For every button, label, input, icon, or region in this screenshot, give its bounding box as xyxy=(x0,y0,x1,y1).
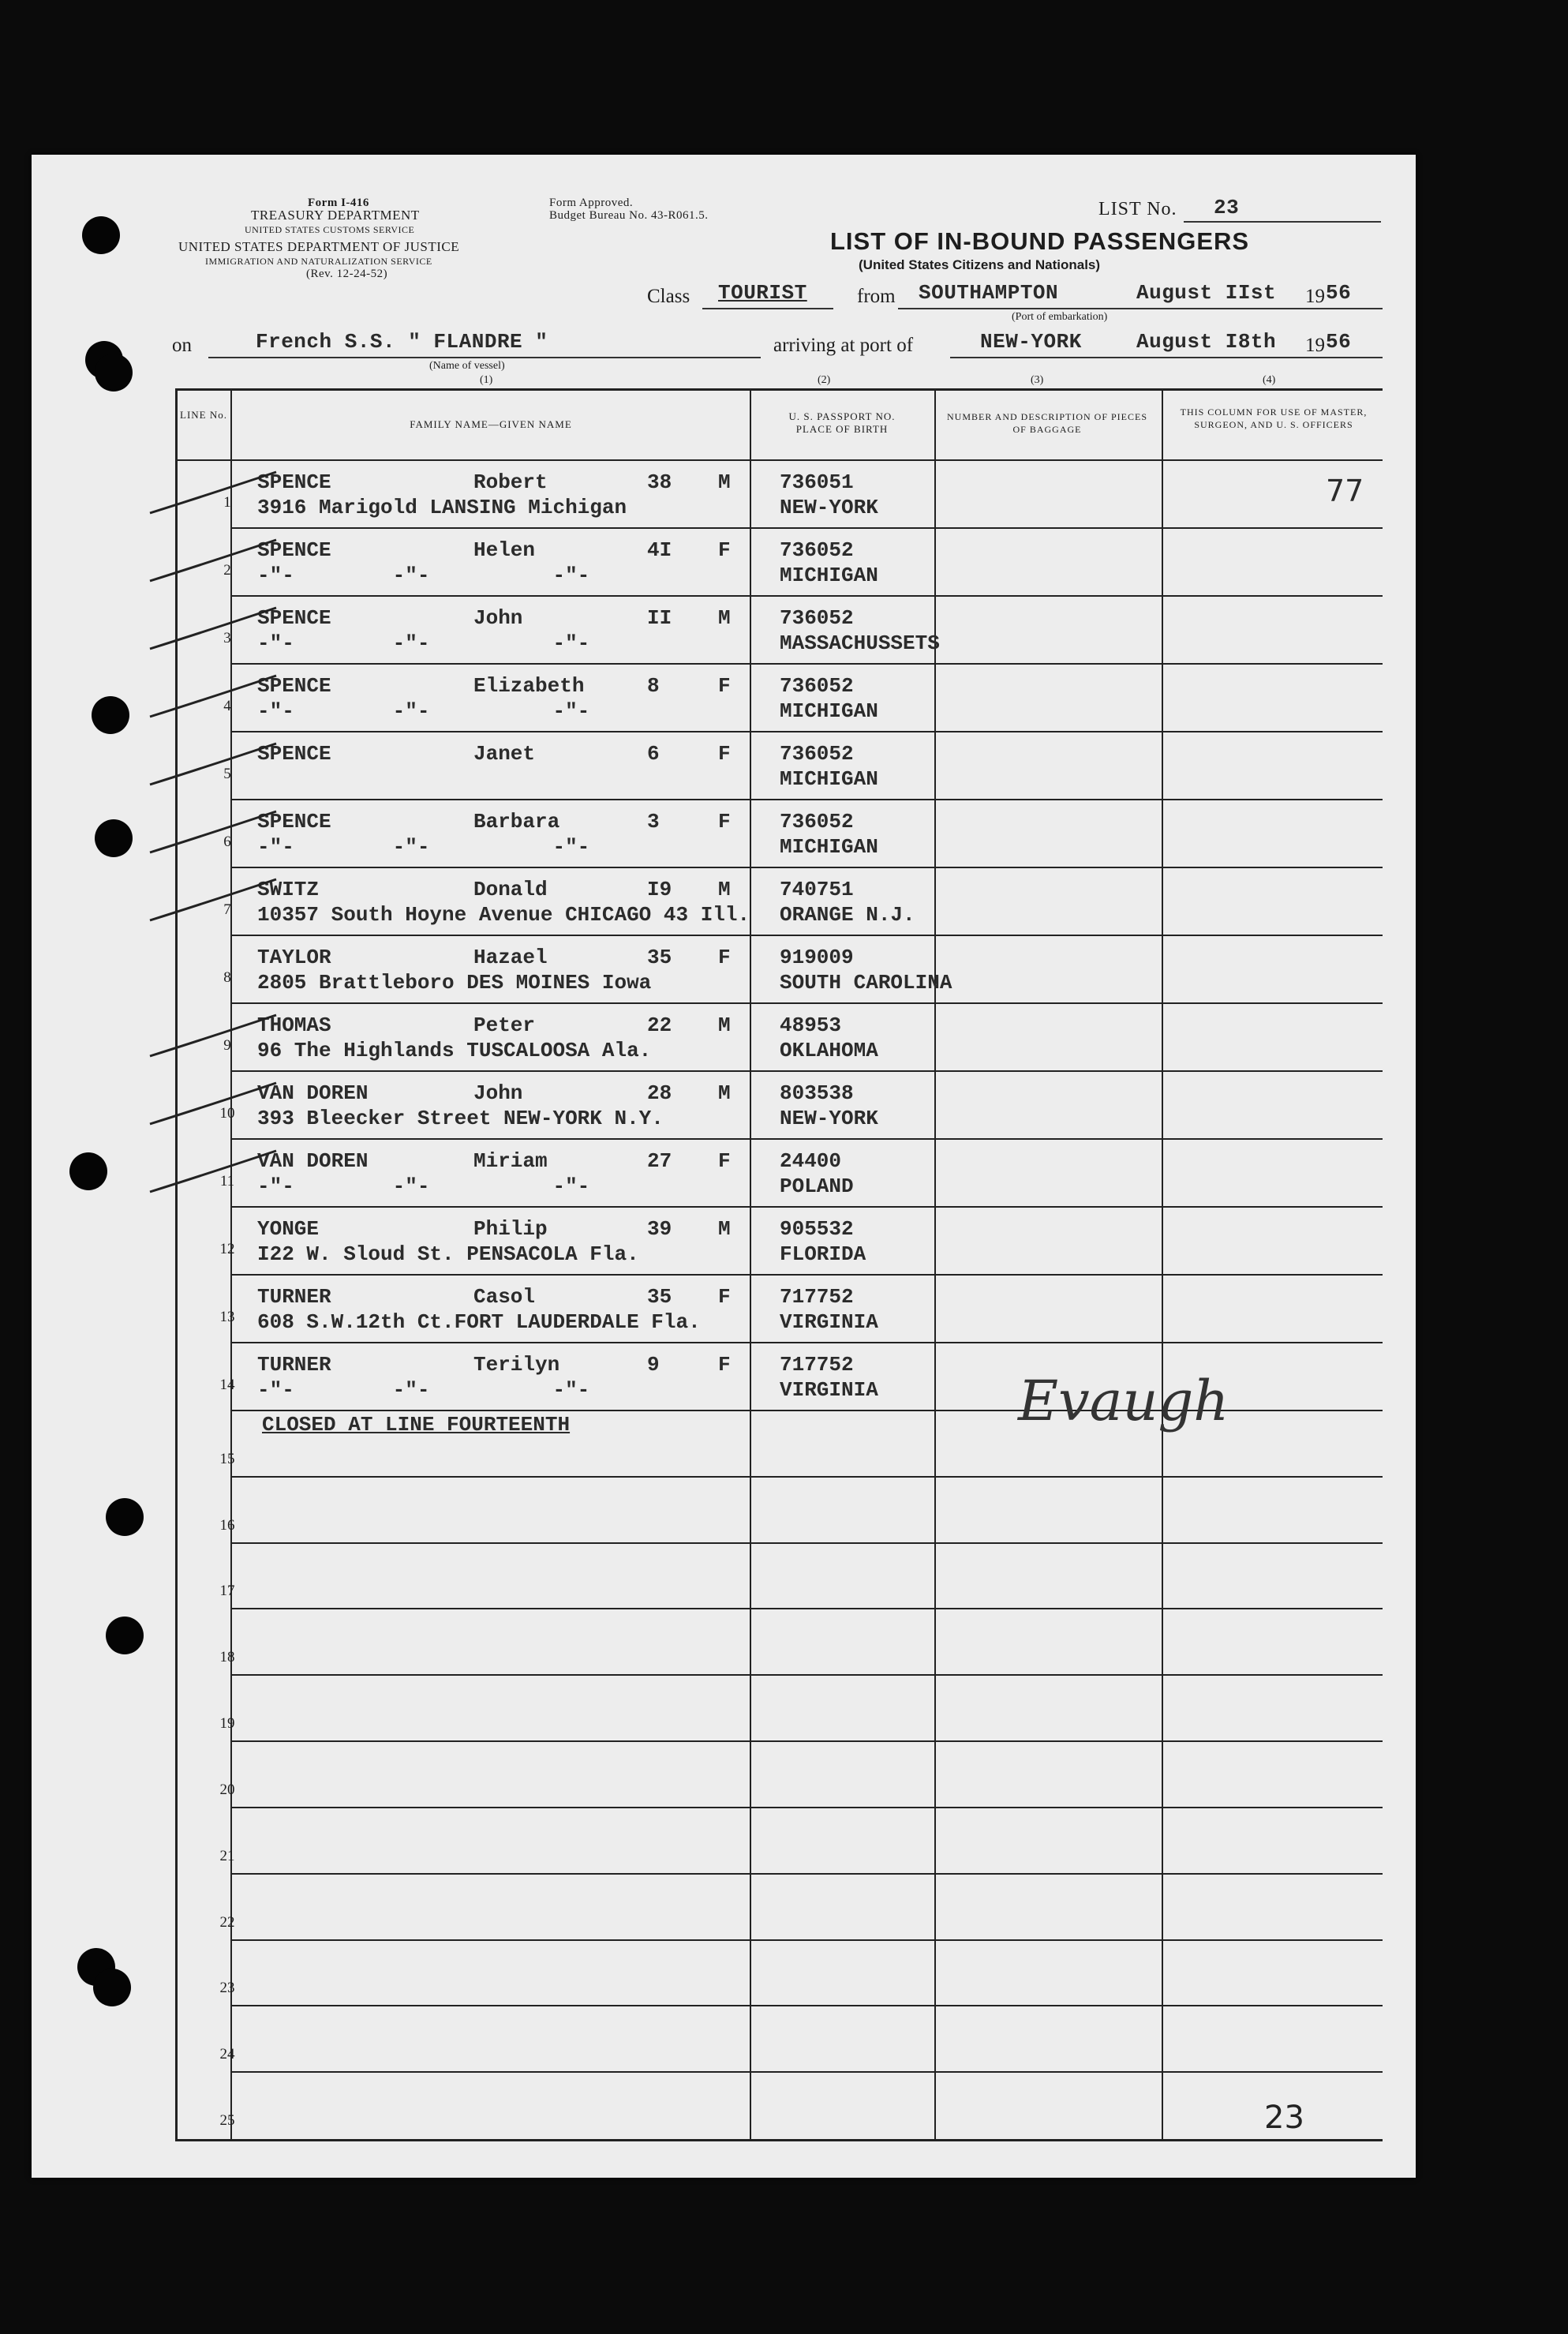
sex: M xyxy=(718,1081,731,1105)
table-row xyxy=(32,665,1416,732)
empty-row xyxy=(32,1676,1416,1742)
age: II xyxy=(647,606,672,630)
arriving-label: arriving at port of xyxy=(773,335,914,356)
address-line: 393 Bleecker Street NEW-YORK N.Y. xyxy=(257,1107,664,1130)
table-row xyxy=(32,732,1416,800)
line-number: 9 xyxy=(223,1037,231,1054)
family-name: SPENCE xyxy=(257,538,331,562)
age: 38 xyxy=(647,470,672,494)
line-number: 18 xyxy=(219,1649,235,1666)
from-date: August IIst xyxy=(1136,281,1277,305)
place-of-birth: NEW-YORK xyxy=(780,1107,878,1130)
from-year: 56 xyxy=(1326,281,1352,305)
sex: M xyxy=(718,606,731,630)
table-top-border xyxy=(175,388,1383,391)
passport-number: 736052 xyxy=(780,742,854,766)
place-of-birth: MICHIGAN xyxy=(780,564,878,587)
arrival-year: 56 xyxy=(1326,330,1352,354)
age: 6 xyxy=(647,742,660,766)
family-name: TURNER xyxy=(257,1285,331,1309)
address-line: -"- -"- -"- xyxy=(257,631,590,655)
line-number: 3 xyxy=(223,630,231,646)
sex: M xyxy=(718,1013,731,1037)
age: 39 xyxy=(647,1217,672,1241)
given-name: Robert xyxy=(473,470,548,494)
given-name: Elizabeth xyxy=(473,674,585,698)
place-of-birth: OKLAHOMA xyxy=(780,1039,878,1062)
address-line: -"- -"- -"- xyxy=(257,835,590,859)
family-name: VAN DOREN xyxy=(257,1149,369,1173)
sex: F xyxy=(718,810,731,834)
punch-hole xyxy=(82,216,120,254)
class-underline xyxy=(702,308,833,309)
age: 27 xyxy=(647,1149,672,1173)
given-name: Casol xyxy=(473,1285,536,1309)
address-line: 3916 Marigold LANSING Michigan xyxy=(257,496,627,519)
sex: F xyxy=(718,1149,731,1173)
empty-row xyxy=(32,1941,1416,2007)
arrival-underline xyxy=(950,357,1383,358)
embark-caption: (Port of embarkation) xyxy=(1012,311,1108,323)
line-number: 12 xyxy=(219,1241,235,1257)
line-number: 11 xyxy=(219,1173,235,1189)
address-line: -"- -"- -"- xyxy=(257,564,590,587)
age: I9 xyxy=(647,878,672,901)
empty-row xyxy=(32,1875,1416,1941)
header-officers: THIS COLUMN FOR USE OF MASTER, SURGEON, AND U. S. OFFICERS xyxy=(1180,406,1368,430)
place-of-birth: MASSACHUSSETS xyxy=(780,631,940,655)
closed-note: CLOSED AT LINE FOURTEENTH xyxy=(262,1413,571,1437)
family-name: TAYLOR xyxy=(257,946,331,969)
line-number: 8 xyxy=(223,969,231,986)
line-number: 15 xyxy=(219,1450,235,1467)
given-name: John xyxy=(473,606,523,630)
line-number: 13 xyxy=(219,1309,235,1325)
table-row xyxy=(32,1140,1416,1208)
from-port: SOUTHAMPTON xyxy=(919,281,1059,305)
arrival-year-prefix: 19 xyxy=(1305,335,1325,356)
manifest-sheet xyxy=(32,155,1416,2178)
passport-number: 736052 xyxy=(780,606,854,630)
family-name: YONGE xyxy=(257,1217,320,1241)
table-row xyxy=(32,1276,1416,1343)
page-title: LIST OF IN-BOUND PASSENGERS xyxy=(830,227,1250,255)
place-of-birth: VIRGINIA xyxy=(780,1310,878,1334)
place-of-birth: ORANGE N.J. xyxy=(780,903,915,927)
officer-signature: Evaugh xyxy=(1018,1369,1229,1433)
family-name: SPENCE xyxy=(257,810,331,834)
given-name: Terilyn xyxy=(473,1353,560,1377)
line-number: 10 xyxy=(219,1105,235,1122)
caption-2: (2) xyxy=(818,374,831,386)
empty-row xyxy=(32,1742,1416,1808)
address-line: 96 The Highlands TUSCALOOSA Ala. xyxy=(257,1039,652,1062)
passport-number: 736051 xyxy=(780,470,854,494)
place-of-birth: POLAND xyxy=(780,1174,854,1198)
given-name: Janet xyxy=(473,742,536,766)
age: 4I xyxy=(647,538,672,562)
passport-number: 48953 xyxy=(780,1013,842,1037)
family-name: SWITZ xyxy=(257,878,320,901)
passport-number: 803538 xyxy=(780,1081,854,1105)
given-name: Peter xyxy=(473,1013,536,1037)
customs-service: UNITED STATES CUSTOMS SERVICE xyxy=(245,224,415,235)
passport-number: 736052 xyxy=(780,538,854,562)
table-row xyxy=(32,1072,1416,1140)
line-number: 16 xyxy=(219,1516,235,1534)
given-name: Donald xyxy=(473,878,548,901)
place-of-birth: MICHIGAN xyxy=(780,699,878,723)
sex: F xyxy=(718,742,731,766)
passport-number: 24400 xyxy=(780,1149,842,1173)
family-name: TURNER xyxy=(257,1353,331,1377)
list-no-label: LIST No. xyxy=(1098,199,1177,219)
age: 35 xyxy=(647,1285,672,1309)
vessel-caption: (Name of vessel) xyxy=(429,360,505,372)
address-line: -"- -"- -"- xyxy=(257,1378,590,1402)
line-number: 20 xyxy=(219,1781,235,1798)
empty-row xyxy=(32,1544,1416,1610)
passport-number: 717752 xyxy=(780,1285,854,1309)
given-name: John xyxy=(473,1081,523,1105)
passport-number: 717752 xyxy=(780,1353,854,1377)
line-number: 14 xyxy=(219,1377,235,1393)
given-name: Helen xyxy=(473,538,536,562)
address-line: I22 W. Sloud St. PENSACOLA Fla. xyxy=(257,1242,639,1266)
given-name: Philip xyxy=(473,1217,548,1241)
place-of-birth: VIRGINIA xyxy=(780,1378,878,1402)
passport-number: 740751 xyxy=(780,878,854,901)
from-underline xyxy=(898,308,1383,309)
place-of-birth: NEW-YORK xyxy=(780,496,878,519)
sex: M xyxy=(718,470,731,494)
passport-number: 919009 xyxy=(780,946,854,969)
sex: F xyxy=(718,1285,731,1309)
table-row xyxy=(32,597,1416,665)
list-no-value: 23 xyxy=(1214,196,1240,219)
address-line: -"- -"- -"- xyxy=(257,1174,590,1198)
given-name: Miriam xyxy=(473,1149,548,1173)
empty-row xyxy=(32,1808,1416,1875)
address-line: 608 S.W.12th Ct.FORT LAUDERDALE Fla. xyxy=(257,1310,701,1334)
family-name: SPENCE xyxy=(257,674,331,698)
family-name: SPENCE xyxy=(257,470,331,494)
address-line: 10357 South Hoyne Avenue CHICAGO 43 Ill. xyxy=(257,903,750,927)
vessel-underline xyxy=(208,357,761,358)
line-number: 6 xyxy=(223,834,231,850)
table-row xyxy=(32,936,1416,1004)
header-baggage: NUMBER AND DESCRIPTION OF PIECES OF BAGGAGE xyxy=(946,411,1148,435)
place-of-birth: SOUTH CAROLINA xyxy=(780,971,952,995)
page-subtitle: (United States Citizens and Nationals) xyxy=(859,257,1101,272)
line-number: 4 xyxy=(223,698,231,714)
revision: (Rev. 12-24-52) xyxy=(306,268,388,280)
table-row xyxy=(32,1004,1416,1072)
passport-number: 736052 xyxy=(780,674,854,698)
empty-row xyxy=(32,2006,1416,2073)
table-row xyxy=(32,1208,1416,1276)
line-number: 1 xyxy=(223,494,231,511)
address-line: 2805 Brattleboro DES MOINES Iowa xyxy=(257,971,652,995)
table-row xyxy=(32,868,1416,936)
caption-3: (3) xyxy=(1031,374,1044,386)
age: 3 xyxy=(647,810,660,834)
officer-note: 77 xyxy=(1326,474,1364,508)
punch-hole xyxy=(95,354,133,391)
passport-number: 736052 xyxy=(780,810,854,834)
family-name: VAN DOREN xyxy=(257,1081,369,1105)
arrival-date: August I8th xyxy=(1136,330,1277,354)
line-number: 21 xyxy=(219,1847,235,1864)
arrival-port: NEW-YORK xyxy=(980,330,1082,354)
table-row xyxy=(32,461,1416,529)
line-number: 19 xyxy=(219,1715,235,1733)
sex: M xyxy=(718,1217,731,1241)
line-number: 23 xyxy=(219,1980,235,1997)
age: 35 xyxy=(647,946,672,969)
caption-1: (1) xyxy=(480,374,493,386)
sex: F xyxy=(718,538,731,562)
bottom-handwritten-number: 23 xyxy=(1264,2100,1304,2136)
from-label: from xyxy=(857,286,896,307)
form-number: Form I-416 xyxy=(308,197,369,209)
line-number: 17 xyxy=(219,1583,235,1600)
table-row xyxy=(32,529,1416,597)
age: 28 xyxy=(647,1081,672,1105)
family-name: THOMAS xyxy=(257,1013,331,1037)
budget-bureau: Budget Bureau No. 43-R061.5. xyxy=(549,209,709,222)
place-of-birth: FLORIDA xyxy=(780,1242,866,1266)
age: 9 xyxy=(647,1353,660,1377)
sex: M xyxy=(718,878,731,901)
empty-row xyxy=(32,2073,1416,2139)
place-of-birth: MICHIGAN xyxy=(780,835,878,859)
caption-4: (4) xyxy=(1263,374,1276,386)
address-line: -"- -"- -"- xyxy=(257,699,590,723)
line-number: 7 xyxy=(223,901,231,918)
sex: F xyxy=(718,1353,731,1377)
from-year-prefix: 19 xyxy=(1305,286,1325,307)
header-family-name: FAMILY NAME—GIVEN NAME xyxy=(410,418,572,430)
age: 8 xyxy=(647,674,660,698)
given-name: Barbara xyxy=(473,810,560,834)
vessel-name: French S.S. " FLANDRE " xyxy=(256,330,548,354)
line-number: 2 xyxy=(223,562,231,579)
line-number: 5 xyxy=(223,766,231,782)
list-no-underline xyxy=(1184,221,1381,223)
justice-dept: UNITED STATES DEPARTMENT OF JUSTICE xyxy=(178,239,460,254)
header-passport: U. S. PASSPORT NO. PLACE OF BIRTH xyxy=(788,410,896,435)
ins-service: IMMIGRATION AND NATURALIZATION SERVICE xyxy=(205,256,432,267)
sex: F xyxy=(718,674,731,698)
table-row xyxy=(32,800,1416,868)
line-number: 24 xyxy=(219,2046,235,2063)
treasury-dept: TREASURY DEPARTMENT xyxy=(251,208,420,223)
family-name: SPENCE xyxy=(257,606,331,630)
line-number: 25 xyxy=(219,2111,235,2129)
sex: F xyxy=(718,946,731,969)
family-name: SPENCE xyxy=(257,742,331,766)
empty-row xyxy=(32,1478,1416,1544)
form-approved: Form Approved. xyxy=(549,197,634,209)
class-value: TOURIST xyxy=(718,281,807,305)
passport-number: 905532 xyxy=(780,1217,854,1241)
header-line-no: LINE No. xyxy=(180,409,227,421)
age: 22 xyxy=(647,1013,672,1037)
on-label: on xyxy=(172,335,192,356)
place-of-birth: MICHIGAN xyxy=(780,767,878,791)
empty-row xyxy=(32,1609,1416,1676)
line-number: 22 xyxy=(219,1913,235,1931)
class-label: Class xyxy=(647,286,690,307)
table-bottom-border xyxy=(175,2139,1383,2141)
given-name: Hazael xyxy=(473,946,548,969)
